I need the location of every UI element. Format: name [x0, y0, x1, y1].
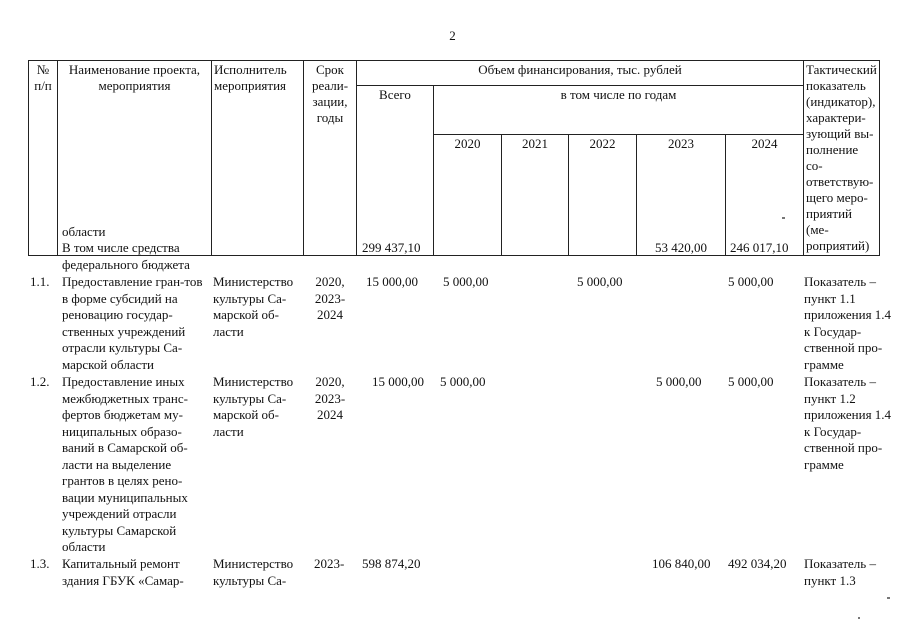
- header-year-2024: 2024: [726, 135, 804, 256]
- row-1-2-total: 15 000,00: [372, 374, 424, 389]
- row-1-3-executor: Министерство культуры Са-: [213, 556, 294, 588]
- page-number: 2: [449, 28, 456, 43]
- row-1-1-indicator: Показатель – пункт 1.1 приложения 1.4 к Государ-ственной про-грамме: [804, 274, 892, 372]
- row-1-1-term: 2020, 2023-2024: [314, 274, 346, 322]
- row-1-3-indicator: Показатель – пункт 1.3: [804, 556, 876, 588]
- row-1-2-2023: 5 000,00: [656, 374, 702, 389]
- intro-region-fragment: области: [62, 224, 106, 239]
- row-1-3-2024: 492 034,20: [728, 556, 787, 571]
- header-by-years: в том числе по годам: [434, 86, 804, 135]
- row-1-1-name: Предоставление гран-тов в форме субсидий на реновацию государ-ственных учреждений отрасли культуры Са-марской области: [62, 274, 203, 372]
- header-term: Срок реали-зации, годы: [304, 61, 357, 256]
- intro-federal-label: В том числе средства федерального бюджета: [62, 240, 190, 272]
- row-1-2-name: Предоставление иных межбюджетных транс-фертов бюджетам му-ниципальных образо-ваний в Самарской об-ласти на выделение грантов в целях рено-вации муниципальных учреждений отрасли культуры Самарской области: [62, 374, 188, 554]
- header-name: Наименование проекта, мероприятия: [58, 61, 212, 256]
- header-indicator: Тактический показатель (индикатор), характери-зующий вы-полнение со-ответствую-щего меро-приятий (ме-роприятий): [804, 61, 880, 256]
- row-1-2-2024: 5 000,00: [728, 374, 774, 389]
- intro-2024: 246 017,10: [730, 240, 789, 255]
- row-1-2-term: 2020, 2023-2024: [314, 374, 346, 422]
- row-1-3-name: Капитальный ремонт здания ГБУК «Самар-: [62, 556, 184, 588]
- row-1-1-number: 1.1.: [30, 274, 50, 289]
- row-1-1-executor: Министерство культуры Са-марской об-ласти: [213, 274, 294, 339]
- header-number: № п/п: [29, 61, 58, 256]
- header-year-2020: 2020: [434, 135, 502, 256]
- row-1-1-2022: 5 000,00: [577, 274, 623, 289]
- scan-speck: [887, 597, 890, 599]
- header-total: Всего: [357, 86, 434, 256]
- row-1-2-2020: 5 000,00: [440, 374, 486, 389]
- row-1-1-2024: 5 000,00: [728, 274, 774, 289]
- row-1-3-2023: 106 840,00: [652, 556, 711, 571]
- row-1-1-2020: 5 000,00: [443, 274, 489, 289]
- row-1-2-number: 1.2.: [30, 374, 50, 389]
- row-1-3-total: 598 874,20: [362, 556, 421, 571]
- row-1-2-executor: Министерство культуры Са-марской об-ласти: [213, 374, 294, 439]
- row-1-1-total: 15 000,00: [366, 274, 418, 289]
- row-1-3-term: 2023-: [314, 556, 345, 571]
- row-1-3-number: 1.3.: [30, 556, 50, 571]
- header-year-2021: 2021: [502, 135, 569, 256]
- intro-2023: 53 420,00: [655, 240, 707, 255]
- header-year-2022: 2022: [569, 135, 637, 256]
- row-1-2-indicator: Показатель – пункт 1.2 приложения 1.4 к Государ-ственной про-грамме: [804, 374, 892, 472]
- intro-total: 299 437,10: [362, 240, 421, 255]
- scan-speck: [782, 217, 785, 219]
- header-financing: Объем финансирования, тыс. рублей: [357, 61, 804, 86]
- header-year-2023: 2023: [637, 135, 726, 256]
- scan-speck: [858, 617, 860, 619]
- header-executor: Исполнитель мероприятия: [212, 61, 304, 256]
